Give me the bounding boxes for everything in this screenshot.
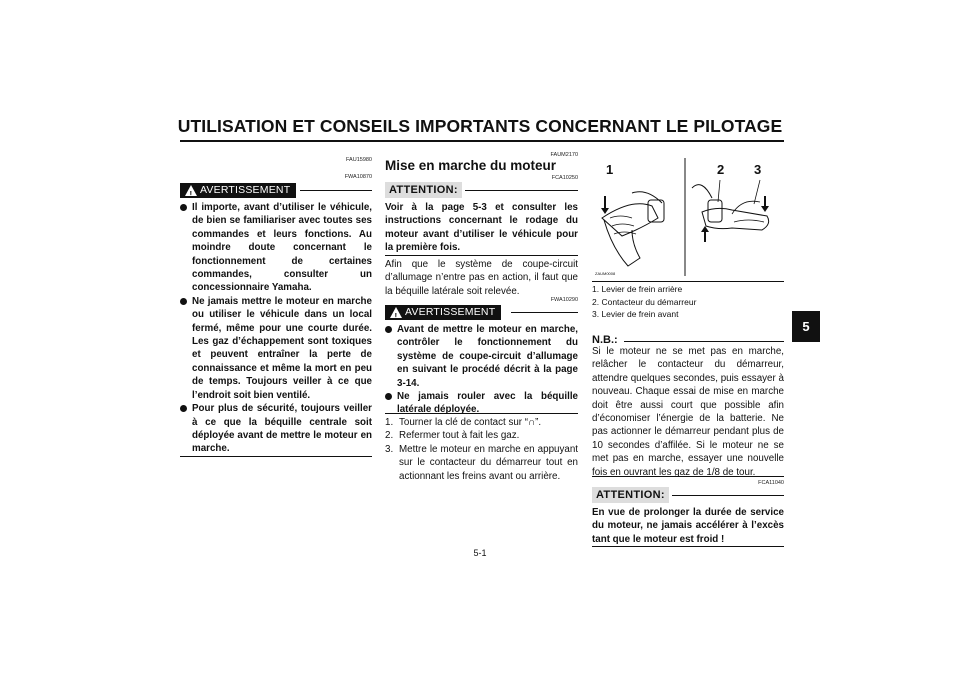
page-title: UTILISATION ET CONSEILS IMPORTANTS CONCERNANT LE PILOTAGE xyxy=(177,116,783,136)
attention-end-rule xyxy=(385,255,578,256)
bullet-icon xyxy=(385,393,392,400)
title-rule xyxy=(180,140,784,142)
handlebar-figure xyxy=(592,158,784,280)
caption-item: 2. Contacteur du démarreur xyxy=(592,296,697,307)
attention-label: ATTENTION: xyxy=(385,182,462,198)
list-item: 1. Tourner la clé de contact sur “∩”. xyxy=(385,417,542,428)
chapter-tab: 5 xyxy=(792,311,820,342)
warning-end-rule xyxy=(385,413,578,414)
nb-label: N.B.: xyxy=(592,334,618,346)
caption-item: 1. Levier de frein arrière xyxy=(592,284,683,294)
caption-item: 3. Levier de frein avant xyxy=(592,309,679,319)
figure-label: 3 xyxy=(754,162,762,177)
warning-label: ! AVERTISSEMENT xyxy=(385,305,501,320)
attention-text: Voir à la page 5-3 et consulter les instructions concernant le rodage du moteur avant d’utiliser le véhicule pour la première fois. xyxy=(385,202,578,254)
ref-code: FCA11040 xyxy=(758,480,784,486)
attention-text: En vue de prolonger la durée de service du moteur, ne jamais accélérer à l’excès tant que le moteur est froid ! xyxy=(592,507,784,545)
list-item: Pour plus de sécurité, toujours veiller à ce que la béquille centrale soit déployée avant de mettre le moteur en marche. xyxy=(180,402,372,456)
warning-banner xyxy=(385,305,578,320)
nb-banner xyxy=(592,330,784,344)
bullet-icon xyxy=(180,405,187,412)
nb-end-rule xyxy=(592,476,784,477)
bullet-icon xyxy=(180,298,187,305)
ref-code: FCA10250 xyxy=(551,175,578,181)
warning-bullets xyxy=(180,201,372,456)
warning-content xyxy=(385,323,578,417)
bullet-icon xyxy=(180,204,187,211)
ref-code: FAUM2170 xyxy=(550,152,578,158)
figure-label: 2 xyxy=(717,162,725,177)
warning-end-rule xyxy=(180,456,372,457)
figure-rule xyxy=(592,281,784,282)
figure-label: 1 xyxy=(606,162,614,177)
page-number: 5-1 xyxy=(473,548,487,558)
list-item: 3. Mettre le moteur en marche en appuyant sur le contacteur du démarreur tout en actionnant les freins avant ou arrière. xyxy=(385,443,578,482)
warning-bullets xyxy=(385,323,578,417)
nb-text: Si le moteur ne se met pas en marche, relâcher le contacteur du démarreur, attendre quelques secondes, puis essayer à nouveau. Chaque essai de mise en marche doit être aussi court que possible afin d’économiser l’énergie de la batterie. Ne pas actionner le démarreur pendant plus de 10 secondes d’affilée. Si le moteur ne se met pas en marche, essayer une nouvelle fois en ouvrant les gaz de 1/8 de tour. xyxy=(592,346,784,478)
list-item: Ne jamais mettre le moteur en marche ou utiliser le véhicule dans un local fermé, même pour une courte durée. Les gaz d’échappement sont toxiques et peuvent entraîner la perte de connaissance et même la mort en peu de temps. Toujours veiller à ce que l’endroit soit bien ventilé. xyxy=(180,295,372,402)
attention-banner xyxy=(592,487,784,503)
attention-banner xyxy=(385,182,578,198)
figure-ref: ZAUM0008 xyxy=(595,271,616,276)
list-item: Ne jamais rouler avec la béquille latérale déployée. xyxy=(385,390,578,417)
warning-label: ! AVERTISSEMENT xyxy=(180,183,296,198)
ref-code: FAU15980 xyxy=(346,157,372,163)
section-heading: Mise en marche du moteur xyxy=(385,158,557,173)
warning-banner xyxy=(180,183,372,198)
bullet-icon xyxy=(385,326,392,333)
ref-code: FWA10290 xyxy=(550,297,578,303)
attention-end-rule xyxy=(592,546,784,547)
list-item: 2. Refermer tout à fait les gaz. xyxy=(385,430,520,442)
steps-list xyxy=(385,416,578,483)
figure-captions xyxy=(592,283,784,321)
intro-paragraph: Afin que le système de coupe-circuit d’allumage n’entre pas en action, il faut que la béquille latérale soit relevée. xyxy=(385,259,578,297)
ref-code: FWA10870 xyxy=(344,174,372,180)
list-item: Il importe, avant d’utiliser le véhicule, de bien se familiariser avec toutes ses commandes et leurs fonctions. Au moindre doute concernant le fonctionnement de certaines commandes, consulter un concessionnaire Yamaha. xyxy=(180,201,372,295)
list-item: Avant de mettre le moteur en marche, contrôler le fonctionnement du système de coupe-circuit d’allumage en suivant le procédé décrit à la page 3-14. xyxy=(385,323,578,390)
warning-content xyxy=(180,201,372,456)
attention-label: ATTENTION: xyxy=(592,487,669,503)
